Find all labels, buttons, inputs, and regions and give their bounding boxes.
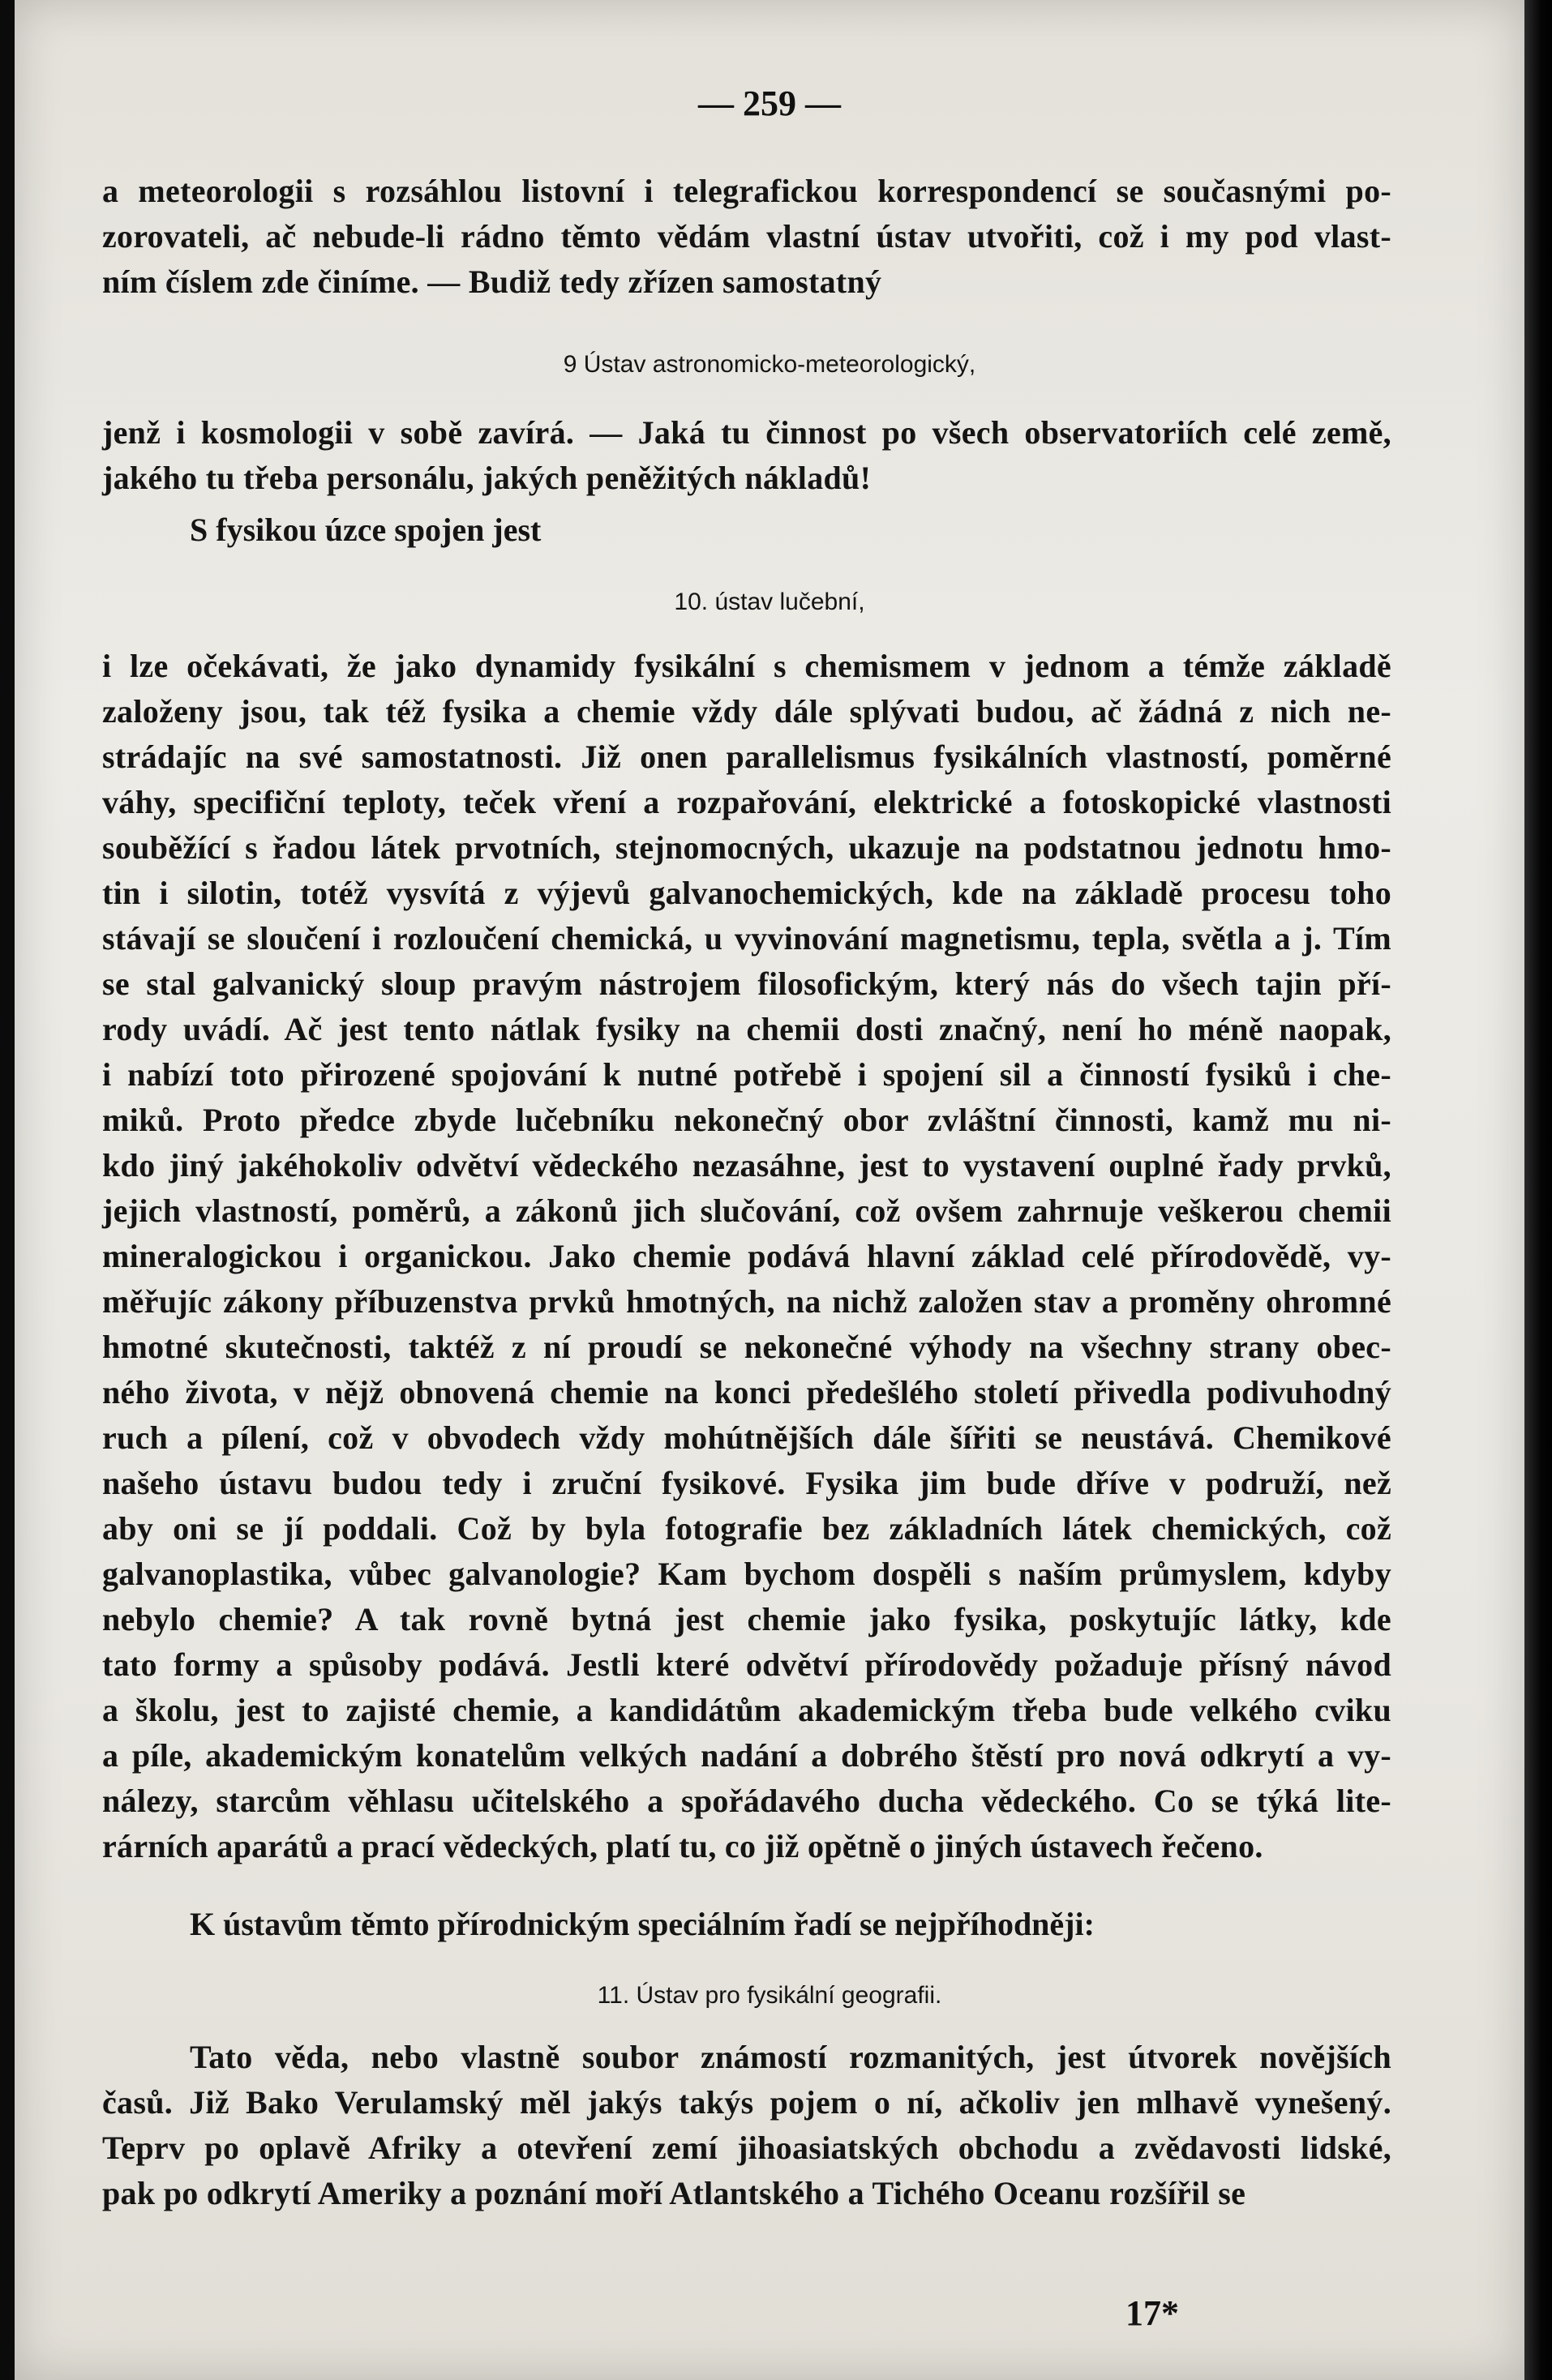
heading-ustav-9: 9 Ústav astronomicko-meteorologický,: [563, 351, 976, 378]
text-line: miků. Proto předce zbyde lučebníku nekonečný obor zvláštní činnosti, kamž mu ni-: [102, 1102, 1391, 1138]
text-line: měřujíc zákony příbuzenstva prvků hmotných, na nichž založen stav a proměny ohromné: [102, 1283, 1391, 1320]
paragraph-meteorology: [102, 169, 1391, 305]
text-line: a píle, akademickým konatelům velkých nadání a dobrého štěstí pro nová odkrytí a vy-: [102, 1737, 1391, 1774]
text-line: jenž i kosmologii v sobě zavírá. — Jaká tu činnost po všech observatoriích celé země,: [102, 414, 1391, 451]
text-line: nálezy, starcům věhlasu učitelského a spořádavého ducha vědeckého. Co se týká lite-: [102, 1783, 1391, 1819]
line-fysika: S fysikou úzce spojen jest: [190, 512, 542, 548]
text-line: nebylo chemie? A tak rovně bytná jest chemie jako fysika, poskytujíc látky, kde: [102, 1601, 1391, 1637]
text-line: strádajíc na své samostatnosti. Již onen parallelismus fysikálních vlastností, poměrné: [102, 738, 1391, 775]
text-line: ruch a pílení, což v obvodech vždy mohútnějších dále šířiti se neustává. Chemikové: [102, 1419, 1391, 1456]
heading-ustav-11: 11. Ústav pro fysikální geografii.: [597, 1982, 942, 2009]
text-line: zorovateli, ač nebude-li rádno těmto vědám vlastní ústav utvořiti, což i my pod vlast-: [102, 218, 1391, 255]
scanned-page: [15, 0, 1524, 2380]
text-line: stávají se sloučení i rozloučení chemická, u vyvinování magnetismu, tepla, světla a j. Tím: [102, 920, 1391, 957]
heading-ustav-10: 10. ústav lučební,: [674, 589, 865, 615]
text-line: časů. Již Bako Verulamský měl jakýs takýs pojem o ní, ačkoliv jen mlhavě vynešený.: [102, 2084, 1391, 2121]
signature-mark: 17*: [1125, 2293, 1179, 2333]
text-line: našeho ústavu budou tedy i zruční fysikové. Fysika jim bude dříve v podruží, než: [102, 1465, 1391, 1501]
text-line: aby oni se jí poddali. Což by byla fotografie bez základních látek chemických, což: [102, 1510, 1391, 1547]
text-line: kdo jiný jakéhokoliv odvětví vědeckého nezasáhne, jest to vystavení ouplné řady prvků,: [102, 1147, 1391, 1184]
text-line: založeny jsou, tak též fysika a chemie vždy dále splývati budou, ač žádná z nich ne-: [102, 693, 1391, 730]
text-line: souběžící s řadou látek prvotních, stejnomocných, ukazuje na podstatnou jednotu hmo-: [102, 829, 1391, 866]
text-line: tato formy a spůsoby podává. Jestli které odvětví přírodovědy požaduje přísný návod: [102, 1646, 1391, 1683]
text-line: i nabízí toto přirozené spojování k nutné potřebě i spojení sil a činností fysiků i che-: [102, 1056, 1391, 1093]
text-line: a školu, jest to zajisté chemie, a kandidátům akademickým třeba bude velkého cviku: [102, 1692, 1391, 1728]
paragraph-lucebni: [102, 644, 1391, 1869]
text-line: a meteorologii s rozsáhlou listovní i telegrafickou korrespondencí se současnými po-: [102, 173, 1391, 209]
text-line: ného života, v nějž obnovená chemie na konci předešlého století přivedla podivuhodný: [102, 1374, 1391, 1410]
text-line: hmotné skutečnosti, taktéž z ní proudí se nekonečné výhody na všechny strany obec-: [102, 1329, 1391, 1365]
text-line: rody uvádí. Ač jest tento nátlak fysiky na chemii dosti značný, není ho méně naopak,: [102, 1011, 1391, 1047]
text-line: mineralogickou i organickou. Jako chemie podává hlavní základ celé přírodovědě, vy-: [102, 1238, 1391, 1274]
paragraph-kosmologie: [102, 410, 1391, 501]
text-line: se stal galvanický sloup pravým nástrojem filosofickým, který nás do všech tajin pří-: [102, 965, 1391, 1002]
text-line: ním číslem zde činíme. — Budiž tedy zřízen samostatný: [102, 263, 882, 300]
text-line: jakého tu třeba personálu, jakých peněžitých nákladů!: [102, 460, 872, 496]
text-line: rárních aparátů a prací vědeckých, platí tu, co již opětně o jiných ústavech řečeno.: [102, 1828, 1263, 1864]
paragraph-fysikalni-geografie: [102, 2035, 1391, 2216]
text-line: i lze očekávati, že jako dynamidy fysikální s chemismem v jednom a témže základě: [102, 648, 1391, 684]
text-line: pak po odkrytí Ameriky a poznání moří Atlantského a Tichého Oceanu rozšířil se: [102, 2175, 1246, 2211]
text-line: galvanoplastika, vůbec galvanologie? Kam bychom dospěli s naším průmyslem, kdyby: [102, 1556, 1391, 1592]
text-line: tin i silotin, totéž vysvítá z výjevů galvanochemických, kde na základě procesu toho: [102, 875, 1391, 911]
text-line: váhy, specifiční teploty, teček vření a rozpařování, elektrické a fotoskopické vlastnosti: [102, 784, 1391, 820]
text-line: Teprv po oplavě Afriky a otevření zemí jihoasiatských obchodu a zvědavosti lidské,: [102, 2130, 1391, 2166]
page-number: — 259 —: [698, 83, 841, 123]
scan-edge: [1524, 0, 1552, 2380]
line-k-ustavum: K ústavům těmto přírodnickým speciálním řadí se nejpříhodněji:: [190, 1906, 1095, 1942]
text-line: jejich vlastností, poměrů, a zákonů jich slučování, což ovšem zahrnuje veškerou chemii: [102, 1192, 1391, 1229]
text-line: Tato věda, nebo vlastně soubor známostí rozmanitých, jest útvorek novějších: [190, 2039, 1391, 2075]
